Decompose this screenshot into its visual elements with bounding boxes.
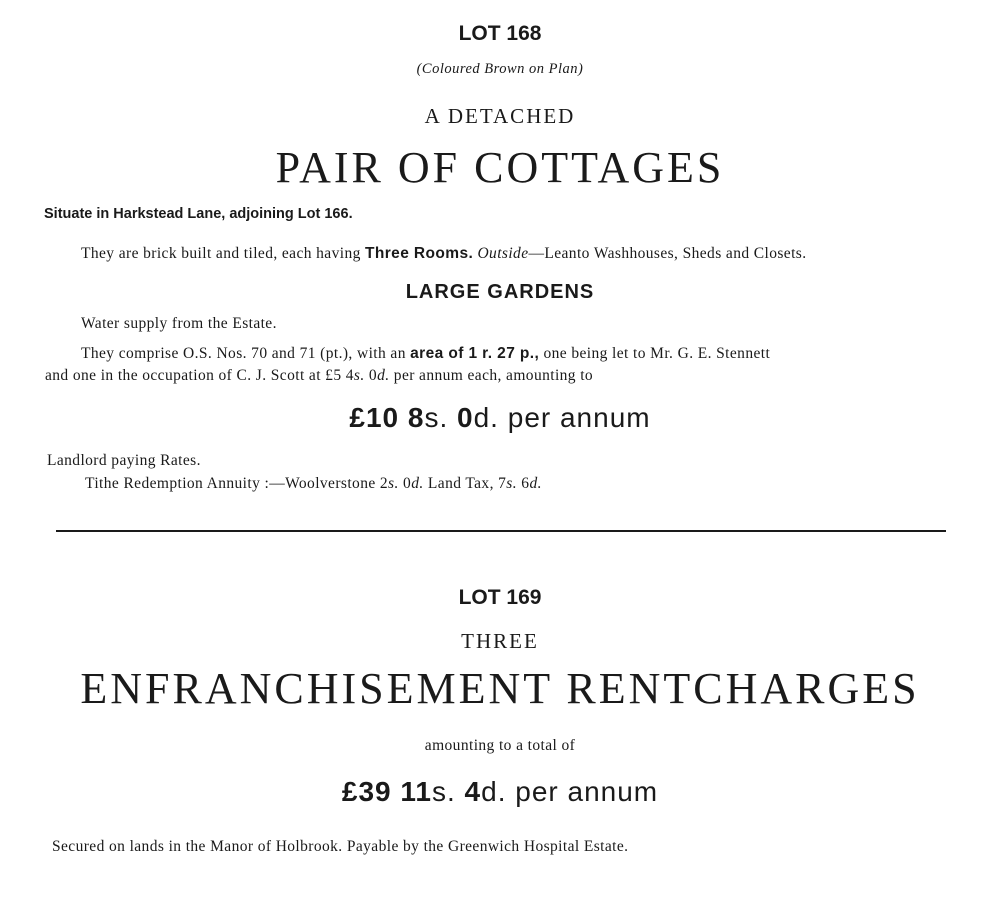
lot-168-rent: £10 8s. 0d. per annum [349,402,651,433]
lot-168-landlord: Landlord paying Rates. [47,452,201,469]
lot-168-comprise-line2: and one in the occupation of C. J. Scott at £5 4s. 0d. per annum each, amounting to [45,367,594,384]
lot-169-rent: £39 11s. 4d. per annum [341,776,659,807]
lot-169-title: ENFRANCHISEMENT RENTCHARGES [80,664,920,713]
lot-168-gardens: LARGE GARDENS [405,281,595,303]
lot-169-amount-intro: amounting to a total of [424,737,576,754]
lot-168-subheading: (Coloured Brown on Plan) [416,61,584,77]
lot-168-title: PAIR OF COTTAGES [275,143,725,192]
lot-169-heading: LOT 169 [458,586,542,609]
lot-168-location: Situate in Harkstead Lane, adjoining Lot 166. [44,206,353,222]
lot-168-water: Water supply from the Estate. [81,315,277,332]
lot-168-kicker: A DETACHED [424,104,576,128]
lot-168-comprise-line1: They comprise O.S. Nos. 70 and 71 (pt.), with an area of 1 r. 27 p., one being let to Mr. G. E. Stennett [81,345,771,362]
section-divider [56,530,946,532]
lot-168-heading: LOT 168 [458,22,542,45]
lot-168-tithe: Tithe Redemption Annuity :—Woolverstone 2s. 0d. Land Tax, 7s. 6d. [85,475,542,492]
lot-168-description: They are brick built and tiled, each having Three Rooms. Outside—Leanto Washhouses, Sheds and Closets. [81,245,807,262]
lot-169-secured: Secured on lands in the Manor of Holbrook. Payable by the Greenwich Hospital Estate. [52,838,629,855]
lot-169-kicker: THREE [461,629,539,653]
